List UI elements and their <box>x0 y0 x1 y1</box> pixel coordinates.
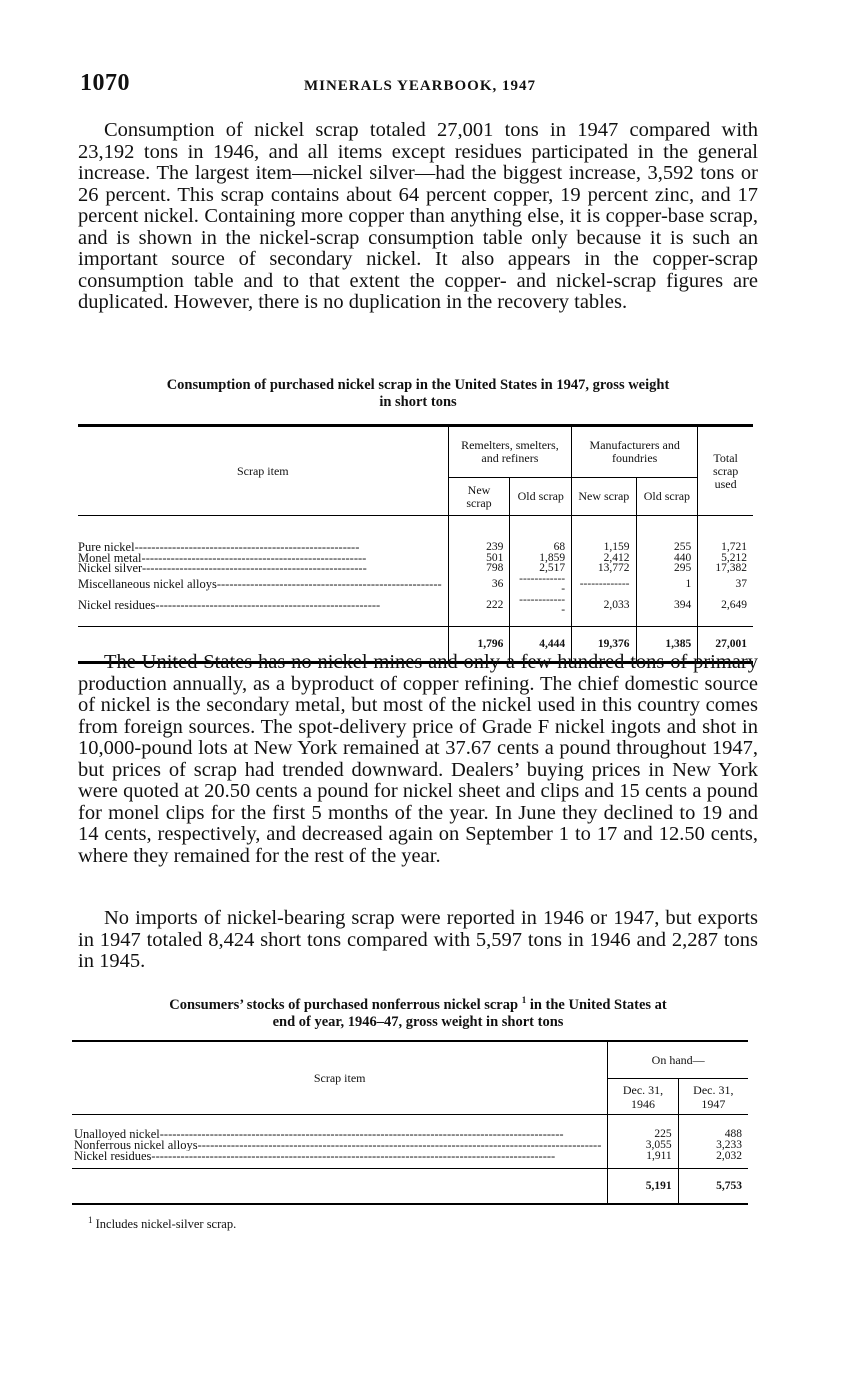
cell: 36 <box>448 574 510 595</box>
col-scrap-item: Scrap item <box>313 1071 366 1085</box>
total-cell: 4,444 <box>510 626 572 662</box>
cell: 17,382 <box>698 563 753 574</box>
table-row: Nickel residues------------------------------------------------------ 222 ------------- 2,033 394 2,649 <box>78 595 753 616</box>
total-cell: 5,191 <box>608 1169 678 1205</box>
consumption-table <box>78 424 753 664</box>
total-cell: 27,001 <box>698 626 753 662</box>
total-cell: 1,796 <box>448 626 510 662</box>
paragraph-nickel-supply-prices: The United States has no nickel mines and only a few hundred tons of primary production annually, as a byproduct of copper refining. The chief domestic source of nickel is the secondary metal, but most of the nickel used in this country comes from foreign sources. The spot-delivery price of Grade F nickel ingots and shot in 10,000-pound lots at New York remained at 37.67 cents a pound throughout 1947, but prices of scrap had trended downward. Dealers’ buying prices in New York were quoted at 20.50 cents a pound for nickel sheet and clips and 15 cents a pound for monel clips for the first 5 months of the year. In June they declined to 19 and 14 cents, respectively, and decreased again on September 1 to 17 and 12.50 cents, where they remained for the rest of the year. <box>78 651 758 867</box>
table-row: Monel metal------------------------------------------------------ 501 1,859 2,412 440 5,212 <box>78 553 753 564</box>
row-label: Nickel residues <box>78 597 156 612</box>
row-label: Miscellaneous nickel alloys <box>78 576 217 591</box>
footnote-mark: 1 <box>88 1215 93 1225</box>
cell: 488 <box>678 1129 748 1140</box>
cell: 501 <box>448 553 510 564</box>
table1-caption <box>78 377 758 411</box>
cell: 225 <box>608 1129 678 1140</box>
row-label: Pure nickel <box>78 542 135 553</box>
cell: 440 <box>636 553 698 564</box>
cell: 2,517 <box>510 563 572 574</box>
cell: 1,859 <box>510 553 572 564</box>
cell: 255 <box>636 542 698 553</box>
page-number: 1070 <box>80 70 130 96</box>
col-a-new-scrap: New scrap <box>448 478 510 516</box>
cell: 798 <box>448 563 510 574</box>
col-dec-1946: Dec. 31, 1946 <box>608 1079 678 1115</box>
cell: 37 <box>698 574 753 595</box>
cell: 13,772 <box>572 563 636 574</box>
cell: 1,911 <box>608 1151 678 1162</box>
row-label: Unalloyed nickel <box>74 1129 160 1140</box>
cell: 3,055 <box>608 1140 678 1151</box>
col-b-old-scrap: Old scrap <box>636 478 698 516</box>
table2-caption-line2: end of year, 1946–47, gross weight in short tons <box>272 1013 564 1030</box>
cell: 295 <box>636 563 698 574</box>
total-cell: 19,376 <box>572 626 636 662</box>
cell: 68 <box>510 542 572 553</box>
col-a-old-scrap: Old scrap <box>510 478 572 516</box>
paragraph-nickel-scrap-consumption: Consumption of nickel scrap totaled 27,001 tons in 1947 compared with 23,192 tons in 1946, and all items except residues participated in the general increase. The largest item—nickel silver—had the biggest increase, 3,592 tons or 26 percent. This scrap contains about 64 percent copper, 19 percent zinc, and 17 percent nickel. Containing more copper than anything else, it is copper-base scrap, and is shown in the nickel-scrap consumption table only because it is such an important source of secondary nickel. It also appears in the copper-scrap consumption table and to that extent the copper- and nickel-scrap figures are duplicated. However, there is no duplication in the recovery tables. <box>78 119 758 313</box>
col-group-on-hand: On hand— <box>608 1041 748 1079</box>
totals-row <box>72 1169 748 1205</box>
footnote <box>88 1215 236 1232</box>
table2-caption-part2: in the United States at <box>529 996 667 1013</box>
cell: 222 <box>448 595 510 616</box>
table2-caption <box>78 992 758 1031</box>
cell: 2,412 <box>572 553 636 564</box>
col-b-new-scrap: New scrap <box>572 478 636 516</box>
cell: 3,233 <box>678 1140 748 1151</box>
table2-caption-line1 <box>78 992 758 1014</box>
col-dec-1947: Dec. 31, 1947 <box>678 1079 748 1115</box>
cell: 2,032 <box>678 1151 748 1162</box>
footnote-marker: 1 <box>521 995 527 1005</box>
stocks-table <box>72 1040 748 1205</box>
cell: 1,721 <box>698 542 753 553</box>
running-head: MINERALS YEARBOOK, 1947 <box>303 78 537 94</box>
row-label: Nickel residues <box>74 1151 152 1162</box>
col-group-remelters: Remelters, smelters, and refiners <box>448 426 572 478</box>
col-total-scrap: Total scrap used <box>698 426 753 516</box>
table1-caption-line1: Consumption of purchased nickel scrap in the United States in 1947, gross weight <box>166 377 670 393</box>
table1-caption-line2: in short tons <box>379 394 457 410</box>
table-row: Pure nickel------------------------------------------------------ 239 68 1,159 255 1,721 <box>78 542 753 553</box>
table-row: Unalloyed nickel------------------------------------------------------------------------------------------------- 225 488 <box>72 1129 748 1140</box>
paragraph-nickel-scrap-trade: No imports of nickel-bearing scrap were reported in 1946 or 1947, but exports in 1947 totaled 8,424 short tons compared with 5,597 tons in 1946 and 2,287 tons in 1945. <box>78 907 758 972</box>
cell: 394 <box>636 595 698 616</box>
col-scrap-item: Scrap item <box>236 463 289 478</box>
row-label: Nickel silver <box>78 563 142 574</box>
table2-caption-part1: Consumers’ stocks of purchased nonferrous nickel scrap <box>169 996 519 1013</box>
cell: 1 <box>636 574 698 595</box>
cell: 2,649 <box>698 595 753 616</box>
cell: 239 <box>448 542 510 553</box>
total-cell: 5,753 <box>678 1169 748 1205</box>
total-cell: 1,385 <box>636 626 698 662</box>
row-label: Nonferrous nickel alloys <box>74 1140 198 1151</box>
table-row: Nickel residues------------------------------------------------------------------------------------------------- 1,911 2,032 <box>72 1151 748 1162</box>
col-group-manufacturers: Manufacturers and foundries <box>572 426 698 478</box>
table-row: Nickel silver------------------------------------------------------ 798 2,517 13,772 295 17,382 <box>78 563 753 574</box>
table-row: Nonferrous nickel alloys------------------------------------------------------------------------------------------------- 3,055 3,233 <box>72 1140 748 1151</box>
cell: 2,033 <box>572 595 636 616</box>
cell: 1,159 <box>572 542 636 553</box>
page-header <box>80 70 760 100</box>
cell: 5,212 <box>698 553 753 564</box>
row-label: Monel metal <box>78 552 142 563</box>
table-row: Miscellaneous nickel alloys------------------------------------------------------ 36 ------------- ------------- 1 37 <box>78 574 753 595</box>
footnote-text: Includes nickel-silver scrap. <box>95 1217 237 1232</box>
